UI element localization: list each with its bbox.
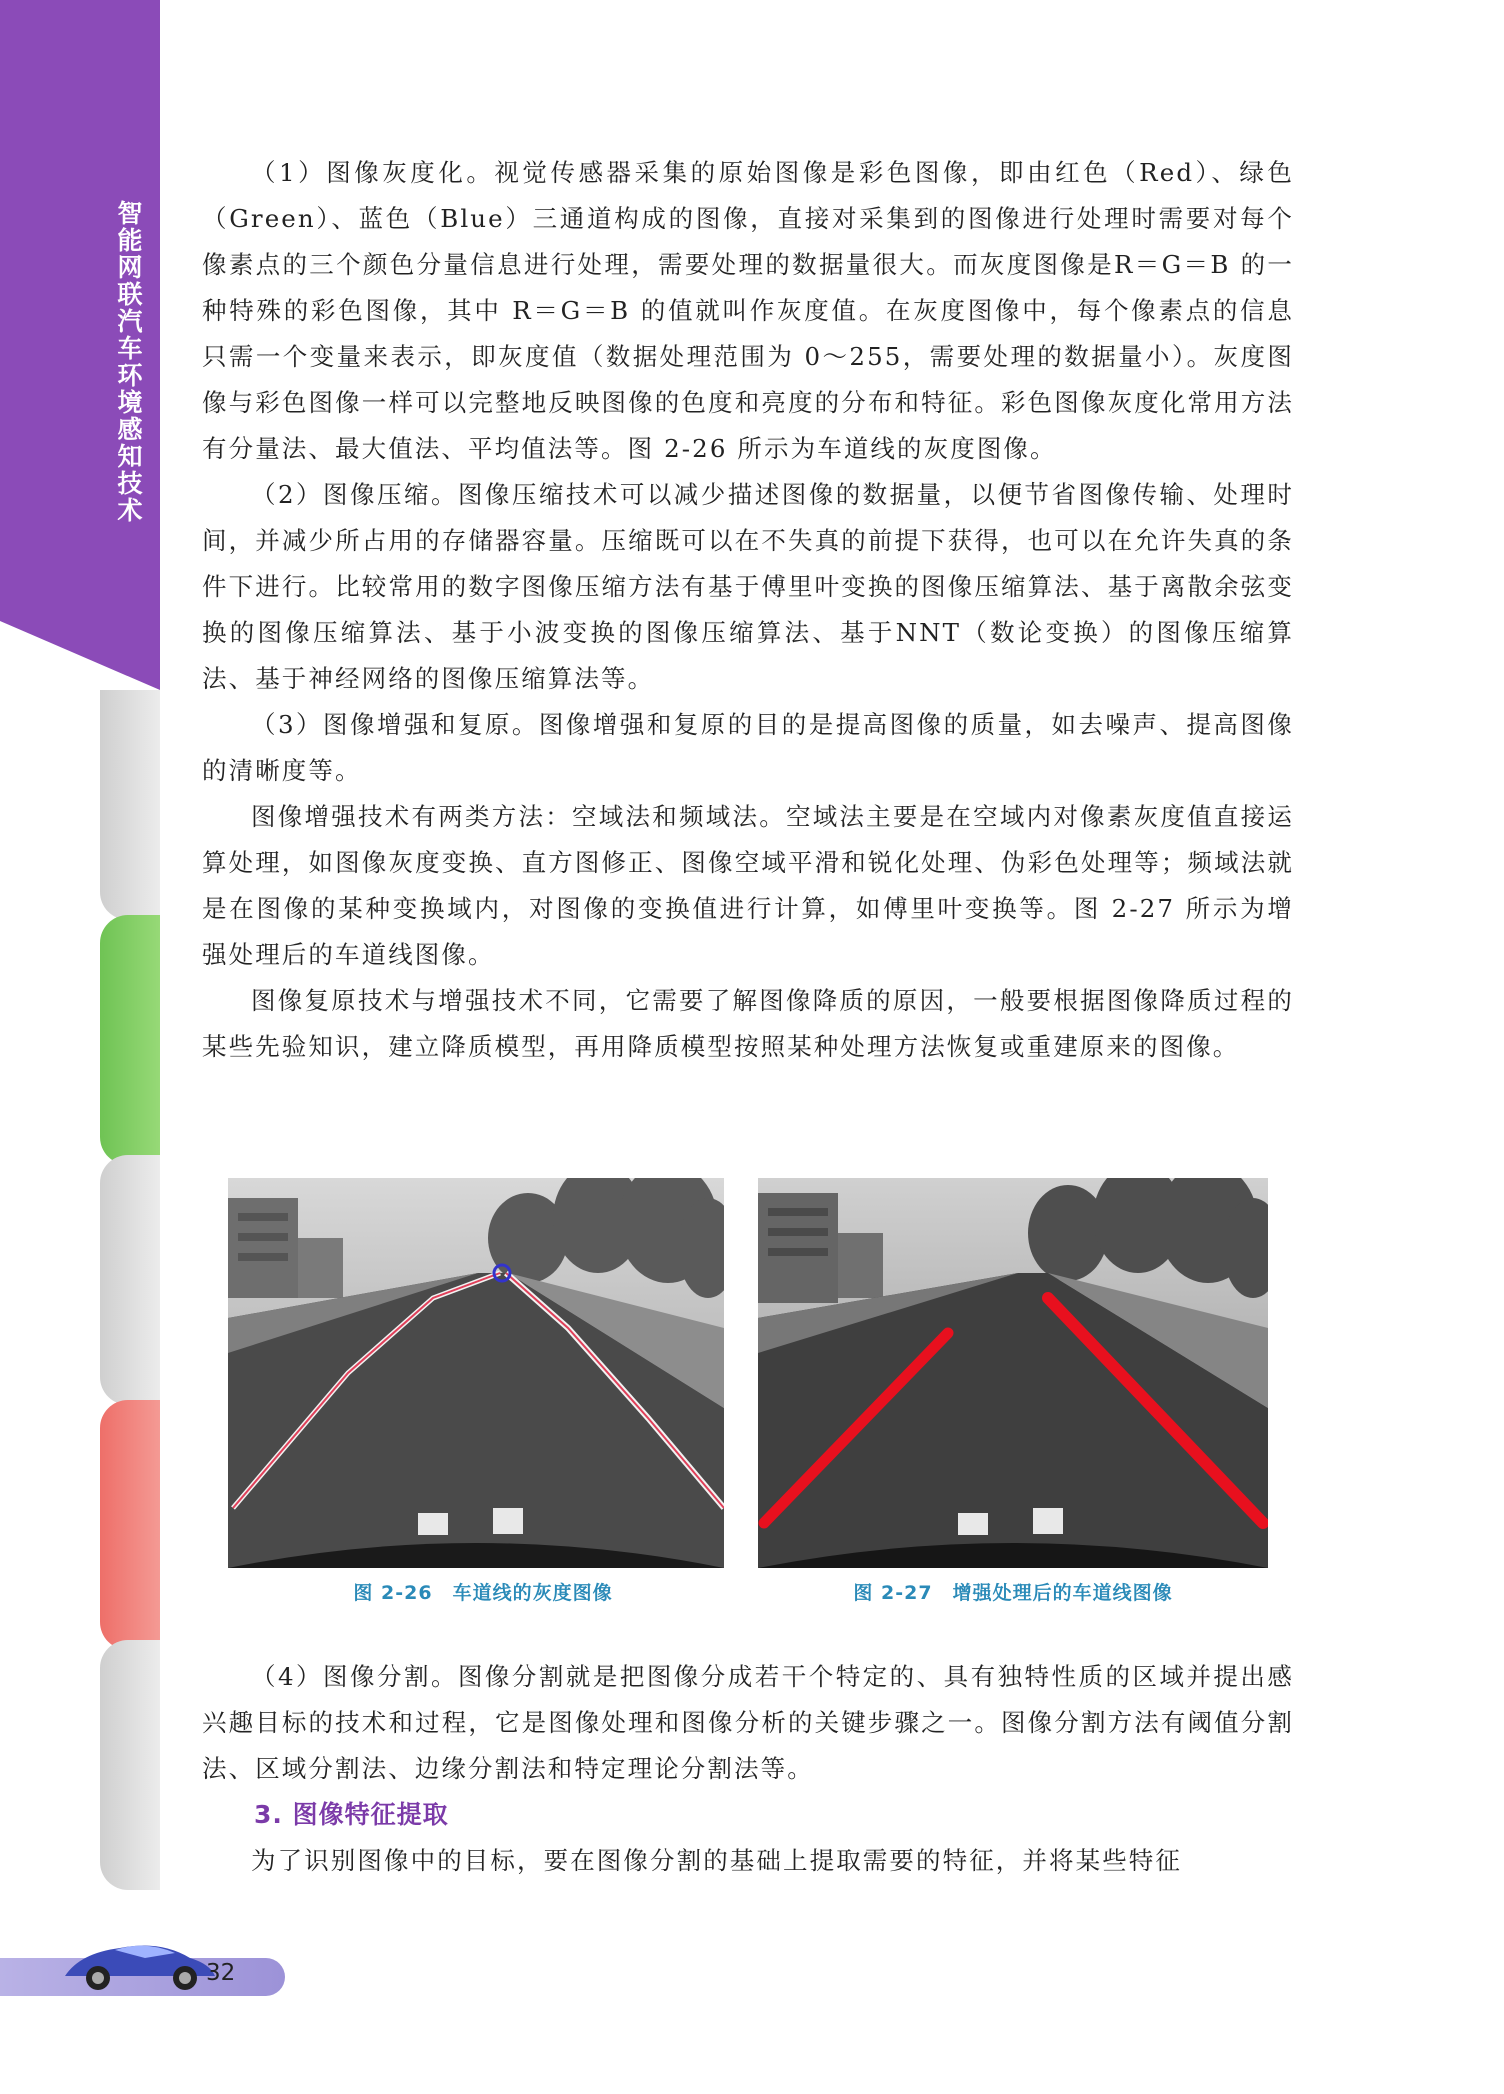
page-content-lower xyxy=(202,1654,1294,1884)
page-number: 32 xyxy=(206,1960,236,1986)
figure-row xyxy=(228,1178,1278,1628)
side-tab-gray xyxy=(100,1155,160,1405)
lane-grayscale-image xyxy=(228,1178,724,1568)
paragraph: 为了识别图像中的目标，要在图像分割的基础上提取需要的特征，并将某些特征 xyxy=(251,1846,1182,1875)
figure-2-26 xyxy=(228,1178,738,1605)
page-content xyxy=(202,150,1294,1070)
paragraph: （1）图像灰度化。视觉传感器采集的原始图像是彩色图像，即由红色（Red）、绿色（Green）、蓝色（Blue）三通道构成的图像，直接对采集到的图像进行处理时需要对每个像素点的三个颜色分量信息进行处理，需要处理的数据量很大。而灰度图像是R＝G＝B 的一种特殊的彩色图像，其中 R＝G＝B 的值就叫作灰度值。在灰度图像中，每个像素点的信息只需一个变量来表示，即灰度值（数据处理范围为 0～255，需要处理的数据量小）。灰度图像与彩色图像一样可以完整地反映图像的色度和亮度的分布和特征。彩色图像灰度化常用方法有分量法、最大值法、平均值法等。图 2-26 所示为车道线的灰度图像。 xyxy=(202,158,1294,463)
paragraph: （2）图像压缩。图像压缩技术可以减少描述图像的数据量，以便节省图像传输、处理时间，并减少所占用的存储器容量。压缩既可以在不失真的前提下获得，也可以在允许失真的条件下进行。比较常用的数字图像压缩方法有基于傅里叶变换的图像压缩算法、基于离散余弦变换的图像压缩算法、基于小波变换的图像压缩算法、基于NNT（数论变换）的图像压缩算法、基于神经网络的图像压缩算法等。 xyxy=(202,480,1294,693)
side-book-title: 智能网联汽车环境感知技术 xyxy=(114,200,143,524)
paragraph: （4）图像分割。图像分割就是把图像分成若干个特定的、具有独特性质的区域并提出感兴趣目标的技术和过程，它是图像处理和图像分析的关键步骤之一。图像分割方法有阈值分割法、区域分割法、边缘分割法和特定理论分割法等。 xyxy=(202,1662,1294,1783)
lane-enhanced-image xyxy=(758,1178,1268,1568)
section-heading: 3. 图像特征提取 xyxy=(254,1800,449,1829)
paragraph: （3）图像增强和复原。图像增强和复原的目的是提高图像的质量，如去噪声、提高图像的清晰度等。 xyxy=(202,710,1294,785)
side-tab-gray xyxy=(100,1640,160,1890)
side-tab-gray xyxy=(100,690,160,920)
paragraph: 图像复原技术与增强技术不同，它需要了解图像降质的原因，一般要根据图像降质过程的某些先验知识，建立降质模型，再用降质模型按照某种处理方法恢复或重建原来的图像。 xyxy=(202,986,1294,1061)
figure-caption: 图 2-27 增强处理后的车道线图像 xyxy=(853,1582,1173,1604)
side-tab-green xyxy=(100,915,160,1165)
figure-2-27 xyxy=(758,1178,1268,1605)
paragraph: 图像增强技术有两类方法：空域法和频域法。空域法主要是在空域内对像素灰度值直接运算处理，如图像灰度变换、直方图修正、图像空域平滑和锐化处理、伪彩色处理等；频域法就是在图像的某种变换域内，对图像的变换值进行计算，如傅里叶变换等。图 2-27 所示为增强处理后的车道线图像。 xyxy=(202,802,1294,969)
car-icon xyxy=(60,1928,220,1998)
side-tab-red xyxy=(100,1400,160,1650)
figure-caption: 图 2-26 车道线的灰度图像 xyxy=(353,1582,613,1604)
